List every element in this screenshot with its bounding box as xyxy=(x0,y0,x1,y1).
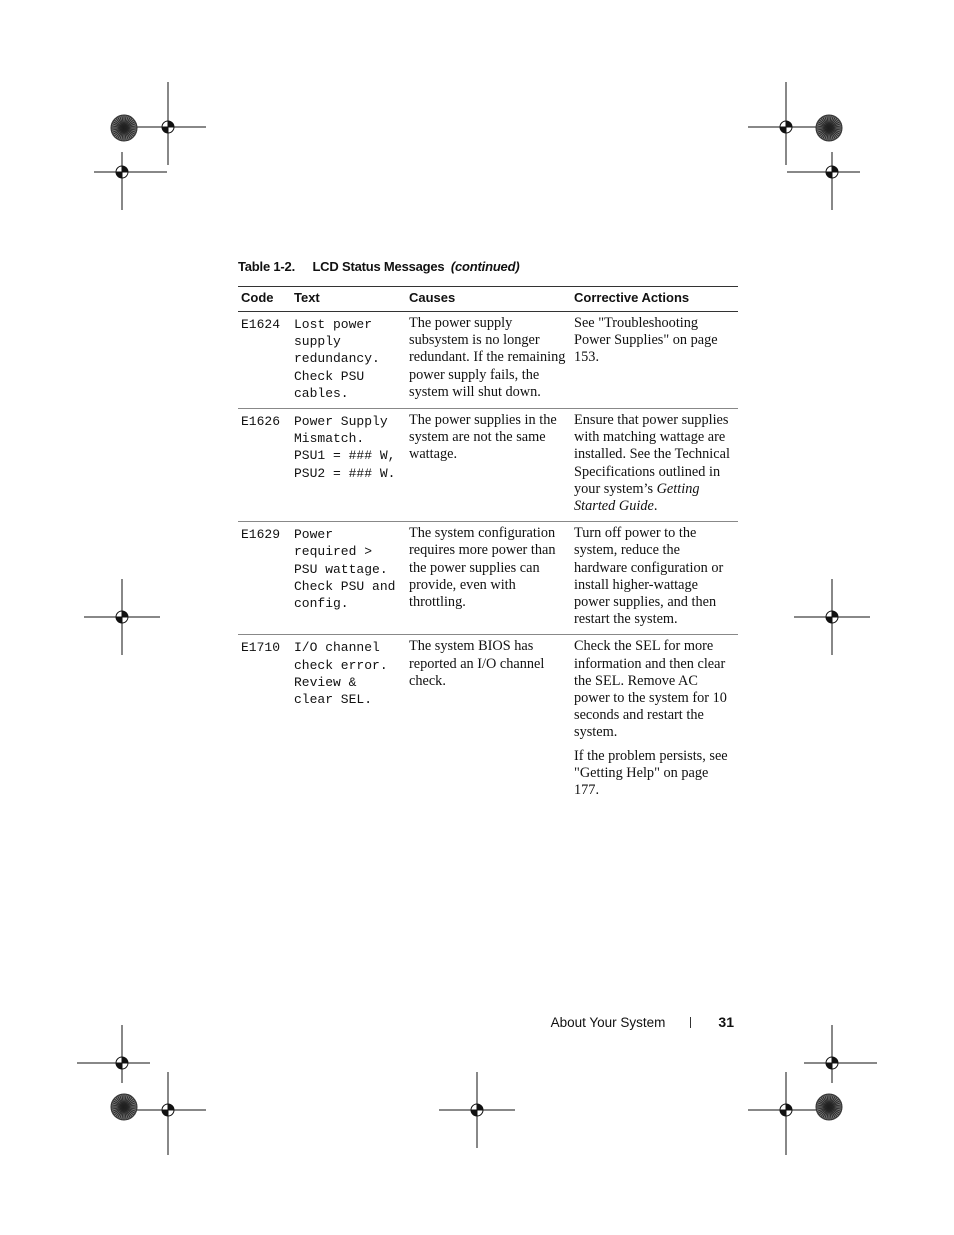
table-body xyxy=(238,312,738,806)
action-text: Check the SEL for more information and then clear the SEL. Remove AC power to the system for 10 seconds and restart the system. xyxy=(574,638,727,741)
cell-causes: The power supplies in the system are not the same wattage. xyxy=(406,409,571,522)
caption-number: Table 1-2. xyxy=(238,259,296,274)
cell-corrective-actions xyxy=(571,635,738,805)
table-row xyxy=(238,635,738,805)
cell-lcd-text: I/O channel check error. Review & clear SEL. xyxy=(294,640,388,708)
cell-lcd-text: Power Supply Mismatch. PSU1 = ### W, PSU2 = ### W. xyxy=(291,409,406,522)
cell-corrective-actions xyxy=(571,522,738,635)
cell-corrective-actions xyxy=(571,312,738,409)
page-footer xyxy=(551,1014,734,1030)
registration-crosshair-icon xyxy=(77,572,167,662)
action-suffix: . xyxy=(653,498,658,515)
header-text: Text xyxy=(291,287,406,312)
header-causes: Causes xyxy=(406,287,571,312)
action-paragraph xyxy=(574,748,735,800)
cell-corrective-actions xyxy=(571,409,738,522)
header-code: Code xyxy=(238,287,291,312)
caption xyxy=(238,259,519,274)
table-row xyxy=(238,522,738,635)
registration-starburst-icon xyxy=(814,1092,844,1122)
action-paragraph xyxy=(574,525,735,628)
footer-separator xyxy=(690,1017,691,1028)
action-italic: Getting Started Guide xyxy=(574,480,700,515)
cell-causes: The system BIOS has reported an I/O channel check. xyxy=(409,638,545,689)
registration-crosshair-icon xyxy=(787,572,877,662)
registration-starburst-icon xyxy=(814,113,844,143)
action-text: If the problem persists, see "Getting Help" on page 177. xyxy=(574,747,728,799)
caption-title: LCD Status Messages xyxy=(312,259,445,274)
registration-crosshair-icon xyxy=(432,1065,522,1155)
cell-code: E1626 xyxy=(238,409,291,522)
cell-lcd-text: Lost power supply redundancy. Check PSU cables. xyxy=(291,312,406,409)
lcd-status-table xyxy=(238,286,738,805)
caption-continued: (continued) xyxy=(450,259,520,274)
cell-lcd-text: Power required > PSU wattage. Check PSU and config. xyxy=(291,522,406,635)
action-text: See "Troubleshooting Power Supplies" on page 153. xyxy=(574,315,718,366)
cell-code: E1629 xyxy=(238,522,291,635)
cell-code: E1624 xyxy=(238,312,291,409)
page-number: 31 xyxy=(718,1014,734,1030)
table-row xyxy=(238,312,738,409)
header-row xyxy=(238,287,738,312)
action-paragraph xyxy=(574,315,735,367)
table-row xyxy=(238,409,738,522)
action-paragraph xyxy=(574,638,735,741)
cell-causes: The system configuration requires more power than the power supplies can provide, even with throttling. xyxy=(406,522,571,635)
action-text: Ensure that power supplies with matching wattage are installed. See the Technical Specifications outlined in your system’s xyxy=(574,412,730,497)
footer-section: About Your System xyxy=(550,1014,666,1030)
cell-causes: The power supply subsystem is no longer redundant. If the remaining power supply fails, the system will shut down. xyxy=(406,312,571,409)
cell-code: E1710 xyxy=(241,640,281,656)
registration-starburst-icon xyxy=(109,113,139,143)
registration-starburst-icon xyxy=(109,1092,139,1122)
action-text: Turn off power to the system, reduce the hardware configuration or install higher-wattage power supplies, and then restart the system. xyxy=(574,525,724,628)
action-paragraph xyxy=(574,412,735,515)
header-actions: Corrective Actions xyxy=(571,287,738,312)
